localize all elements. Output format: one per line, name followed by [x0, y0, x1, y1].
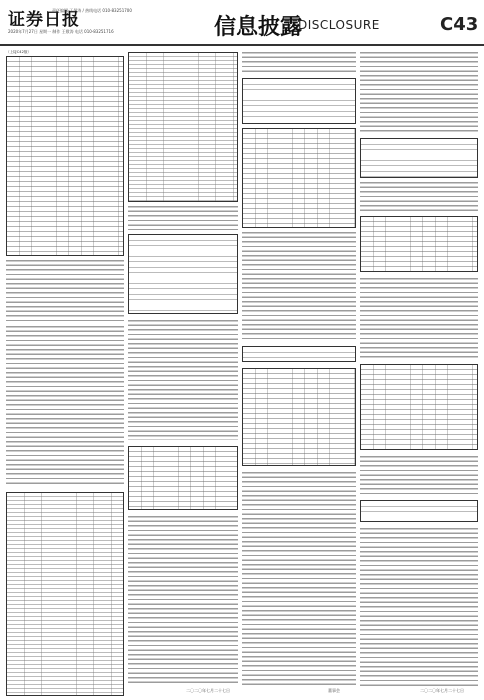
financial-table-6: [242, 78, 356, 124]
text-block: [360, 528, 478, 686]
column-3: [242, 48, 356, 696]
financial-table-2: [6, 492, 124, 696]
text-block: [360, 52, 478, 132]
signature-date: 二〇二〇年七月二十七日: [186, 688, 230, 693]
text-block: [242, 232, 356, 342]
text-block: [360, 456, 478, 496]
financial-table-8: [242, 346, 356, 362]
newspaper-logo: 证券日报: [8, 10, 80, 30]
text-block: [128, 206, 238, 230]
date-line: 2020年7月27日 星期一 制作 王敬涛 电话 010-83251716: [8, 29, 114, 34]
text-block: [360, 182, 478, 212]
page-number: C43: [440, 14, 479, 35]
text-block: [360, 278, 478, 358]
signature-date: 二〇二〇年七月二十七日: [420, 688, 464, 693]
text-block: [6, 326, 124, 486]
column-4: [360, 48, 478, 696]
section-title: 信息披露: [214, 14, 303, 40]
financial-table-9: [242, 368, 356, 466]
text-block: [242, 52, 356, 74]
financial-table-7: [242, 128, 356, 228]
column-1: [6, 48, 124, 696]
text-block: [128, 320, 238, 440]
text-block: [128, 516, 238, 686]
financial-table-12: [360, 364, 478, 450]
continued-label: （上接C42版）: [6, 50, 32, 54]
text-block: [242, 472, 356, 686]
column-2: [128, 48, 238, 696]
financial-table-10: [360, 138, 478, 178]
section-subtitle: DISCLOSURE: [298, 18, 380, 32]
financial-table-5: [128, 446, 238, 510]
financial-table-3: [128, 52, 238, 202]
financial-table-4: [128, 234, 238, 314]
financial-table-11: [360, 216, 478, 272]
page-header: [0, 0, 484, 46]
financial-table-1: [6, 56, 124, 256]
financial-table-13: [360, 500, 478, 522]
signature: 董事会: [328, 688, 340, 693]
edition-info: 责任编辑 王晨涛 / 热线电话 010-83251700: [52, 8, 132, 13]
text-block: [6, 260, 124, 322]
